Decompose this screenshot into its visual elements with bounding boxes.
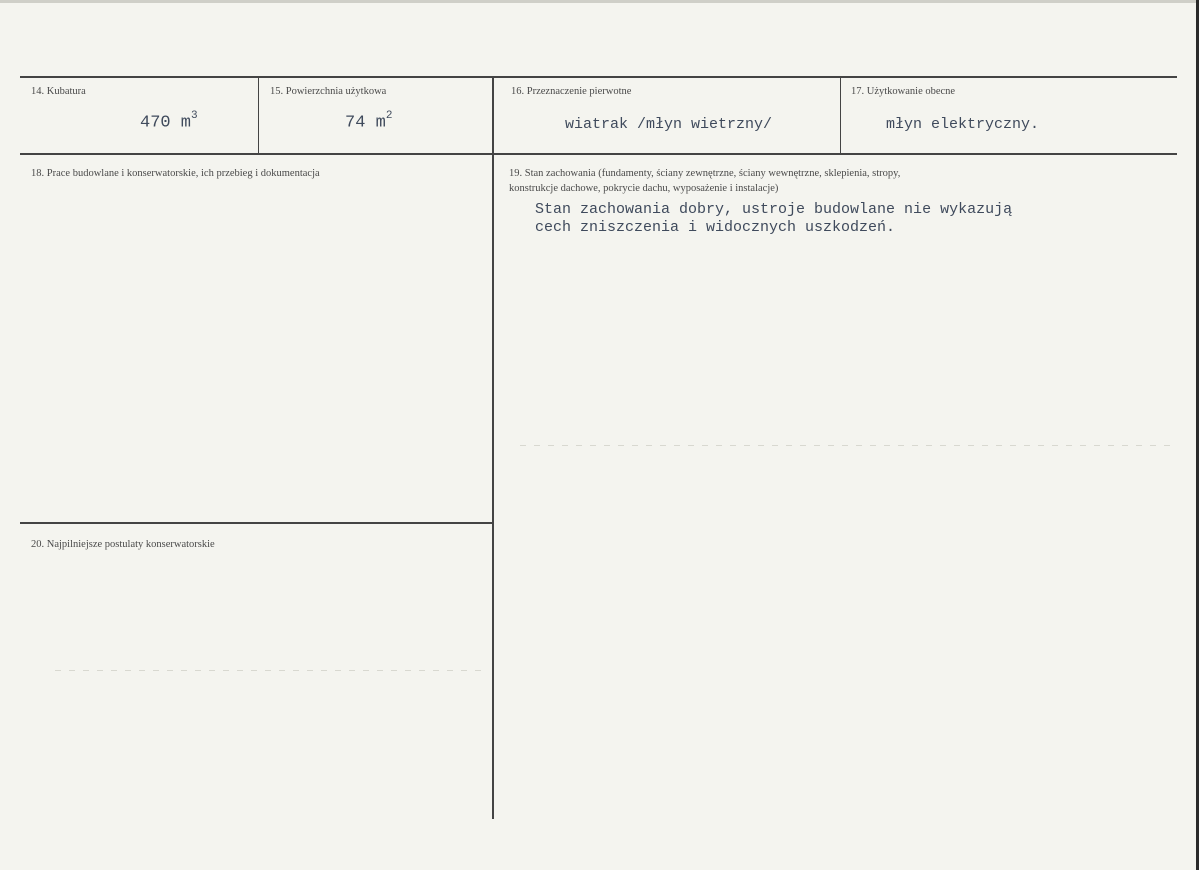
field-15-label: 15. Powierzchnia użytkowa xyxy=(270,86,387,97)
field-19-label-line2: konstrukcje dachowe, pokrycie dachu, wyposażenie i instalacje) xyxy=(509,183,779,194)
field-18-label: 18. Prace budowlane i konserwatorskie, ich przebieg i dokumentacja xyxy=(31,168,320,179)
faint-rule xyxy=(520,445,1170,446)
field-15-number: 74 m xyxy=(345,113,386,133)
field-20-label: 20. Najpilniejsze postulaty konserwatorskie xyxy=(31,539,215,550)
field-19-text-line2: cech zniszczenia i widocznych uszkodzeń. xyxy=(535,219,896,236)
faint-rule xyxy=(55,670,485,671)
divider-16-17 xyxy=(840,77,841,154)
divider-14-15 xyxy=(258,77,259,154)
top-rule xyxy=(20,76,1177,78)
field-15-value xyxy=(345,112,392,133)
field-19-label-line1: 19. Stan zachowania (fundamenty, ściany zewnętrzne, ściany wewnętrzne, sklepienia, stropy, xyxy=(509,168,901,179)
divider-15-16 xyxy=(492,77,494,819)
field-19-text-line1: Stan zachowania dobry, ustroje budowlane nie wykazują xyxy=(535,201,1013,218)
field-16-value: wiatrak /młyn wietrzny/ xyxy=(565,116,773,133)
field-14-unit-exponent: 3 xyxy=(191,110,198,122)
field-14-number: 470 m xyxy=(140,113,192,133)
row1-bottom-rule xyxy=(20,153,1177,155)
left-mid-rule xyxy=(20,522,492,524)
field-15-unit-exponent: 2 xyxy=(385,110,393,122)
field-17-value: młyn elektryczny. xyxy=(886,116,1040,133)
field-16-label: 16. Przeznaczenie pierwotne xyxy=(511,86,632,97)
card-top-edge xyxy=(0,0,1199,3)
field-14-value xyxy=(140,112,198,133)
field-14-label: 14. Kubatura xyxy=(31,86,86,97)
field-17-label: 17. Użytkowanie obecne xyxy=(851,86,956,97)
